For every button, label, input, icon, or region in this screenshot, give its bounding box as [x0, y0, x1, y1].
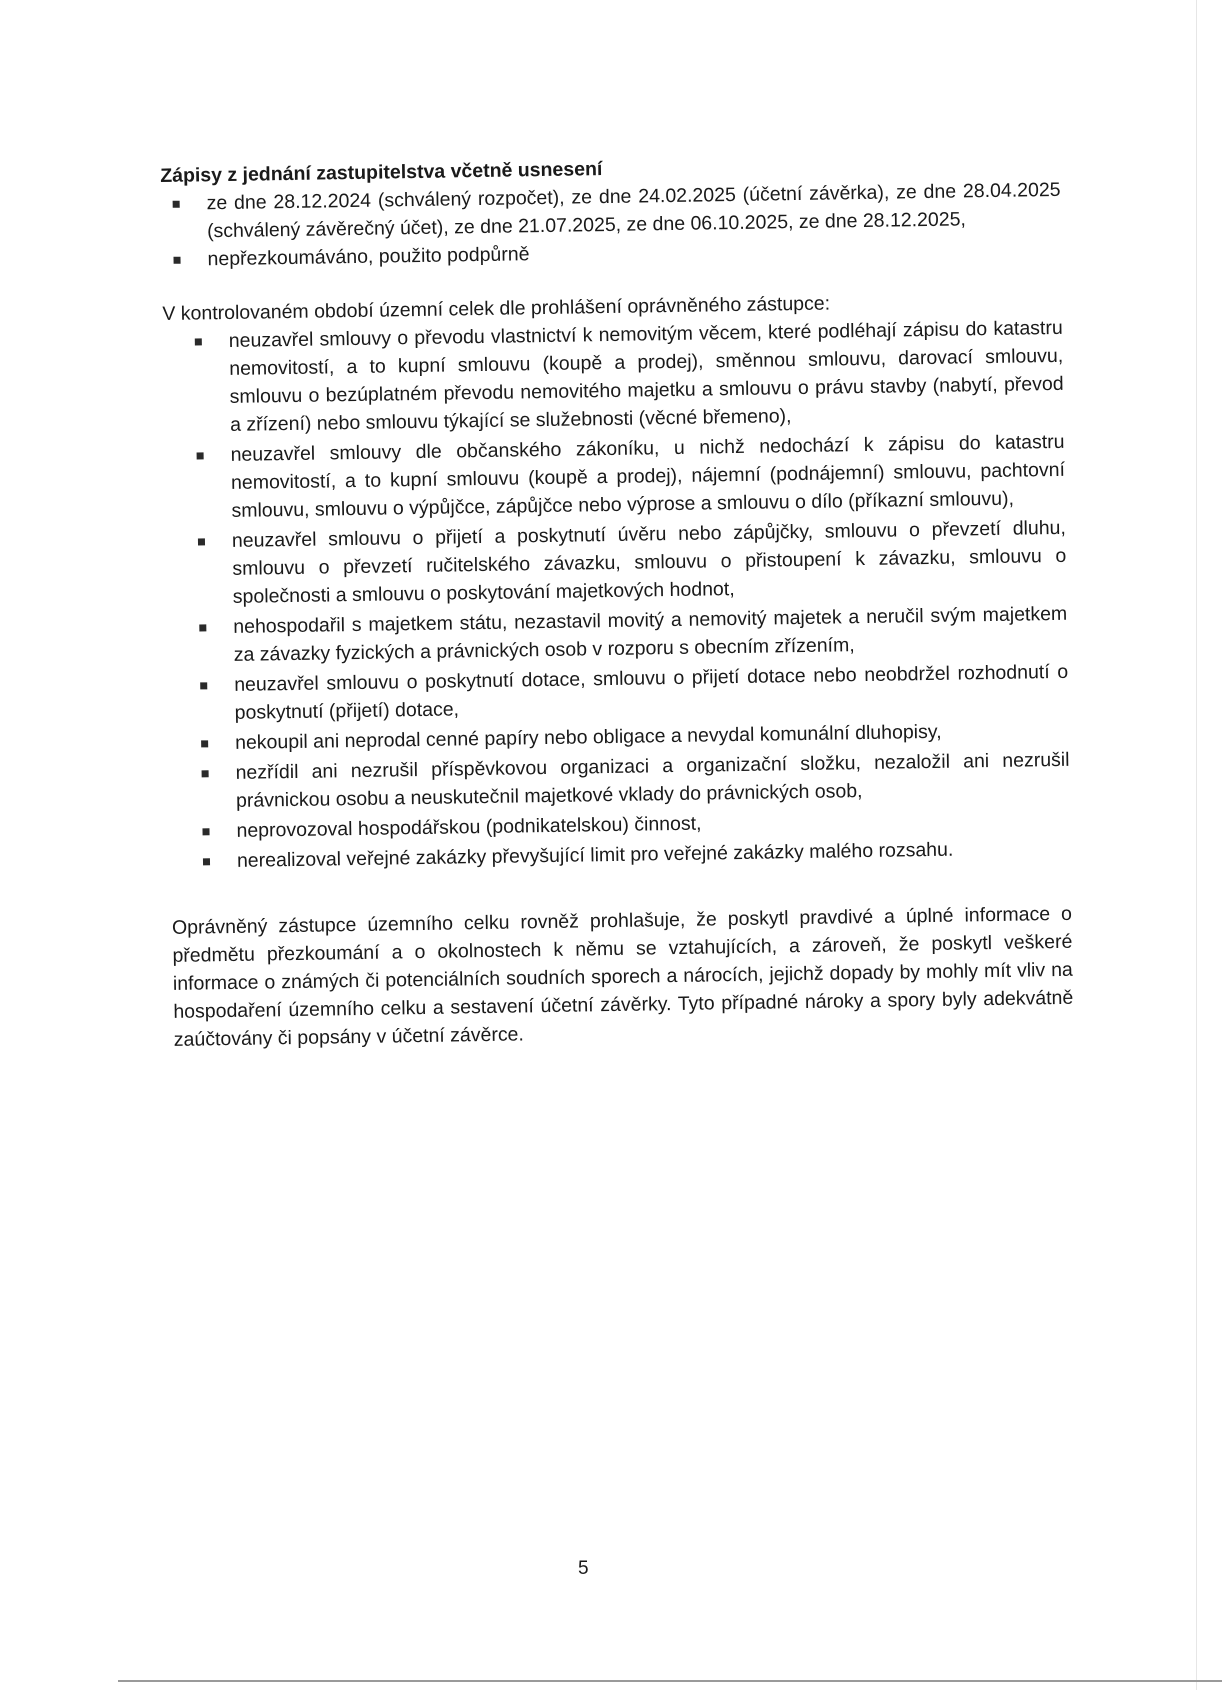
- minutes-list: [160, 176, 1061, 274]
- list-item-text: nekoupil ani neprodal cenné papíry nebo obligace a nevydal komunální dluhopisy,: [234, 720, 942, 754]
- square-bullet-icon: [173, 257, 180, 264]
- scan-bottom-line: [118, 1680, 1222, 1682]
- list-item-text: nezřídil ani nezrušil příspěvkovou organizaci a organizační složku, nezaložil ani nezrušil právnickou osobu a neuskutečnil majetkové vklady do právnických osob,: [235, 748, 1070, 812]
- list-item: [229, 314, 1065, 439]
- square-bullet-icon: [202, 828, 209, 835]
- list-item-text: neuzavřel smlouvy o převodu vlastnictví k nemovitým věcem, které podléhají zápisu do katastru nemovitostí, a to kupní smlouvu (koupě a prodej), směnnou smlouvu, darovací smlouvu, smlouvu o bezúplatném převodu nemovitého majetku a smlouvu o právu stavby (nabytí, převod a zřízení) nebo smlouvu týkající se služebnosti (věcné břemeno),: [228, 316, 1064, 436]
- list-item-text: nerealizoval veřejné zakázky převyšující limit pro veřejné zakázky malého rozsahu.: [236, 838, 954, 872]
- declaration-list: [163, 314, 1071, 876]
- list-item: [233, 600, 1068, 669]
- square-bullet-icon: [202, 770, 209, 777]
- square-bullet-icon: [173, 201, 180, 208]
- list-item: [235, 746, 1070, 815]
- square-bullet-icon: [195, 338, 202, 345]
- declaration-intro: V kontrolovaném období územní celek dle prohlášení oprávněného zástupce:: [162, 292, 831, 325]
- list-item-text: neprovozoval hospodářskou (podnikatelskou) činnost,: [236, 812, 702, 842]
- page-number: 5: [578, 1558, 589, 1579]
- representative-statement: Oprávněný zástupce územního celku rovněž prohlašuje, že poskytl pravdivé a úplné informace o předmětu přezkoumání a o okolnostech k němu se vztahujících, a zároveň, že poskytl veškeré informace o známých či potenciálních soudních sporech a nárocích, jejichž dopady by mohly mít vliv na hospodaření územního celku a sestavení účetní závěrky. Tyto případné nároky a spory byly adekvátně zaúčtovány či popsány v účetní závěrce.: [171, 902, 1074, 1051]
- square-bullet-icon: [198, 538, 205, 545]
- square-bullet-icon: [199, 624, 206, 631]
- list-item-text: neuzavřel smlouvu o přijetí a poskytnutí úvěru nebo zápůjčky, smlouvu o převzetí dluhu, smlouvu o převzetí ručitelského závazku, smlouvu o přistoupení k závazku, smlouvu o společnosti a smlouvu o poskytování majetkových hodnot,: [231, 516, 1067, 608]
- list-item: [234, 658, 1069, 727]
- square-bullet-icon: [203, 858, 210, 865]
- square-bullet-icon: [197, 452, 204, 459]
- list-item-text: neuzavřel smlouvy dle občanského zákoníku, u nichž nedochází k zápisu do katastru nemovitostí, a to kupní smlouvu (koupě a prodej), nájemní (podnájemní) smlouvu, pachtovní smlouvu, smlouvu o výpůjčce, zápůjčce nebo výprose a smlouvu o dílo (příkazní smlouvu),: [230, 430, 1066, 522]
- list-item: [232, 514, 1067, 611]
- list-item: [230, 428, 1065, 525]
- list-item-text: neuzavřel smlouvu o poskytnutí dotace, smlouvu o přijetí dotace nebo neobdržel rozhodnutí o poskytnutí (přijetí) dotace,: [234, 660, 1069, 724]
- page-content: [160, 148, 1074, 1054]
- list-item-text: nehospodařil s majetkem státu, nezastavil movitý a nemovitý majetek a neručil svým majetkem za závazky fyzických a právnických osob v rozporu s obecním zřízením,: [233, 602, 1068, 666]
- section-heading-minutes: Zápisy z jednání zastupitelstva včetně usnesení: [160, 158, 603, 187]
- square-bullet-icon: [200, 682, 207, 689]
- list-item-text: nepřezkoumáváno, použito podpůrně: [207, 243, 530, 271]
- scan-edge-line: [1196, 0, 1197, 1690]
- list-item-text: ze dne 28.12.2024 (schválený rozpočet), ze dne 24.02.2025 (účetní závěrka), ze dne 28.04.2025 (schválený závěrečný účet), ze dne 21.07.2025, ze dne 06.10.2025, ze dne 28.12.2025,: [206, 178, 1061, 243]
- square-bullet-icon: [201, 740, 208, 747]
